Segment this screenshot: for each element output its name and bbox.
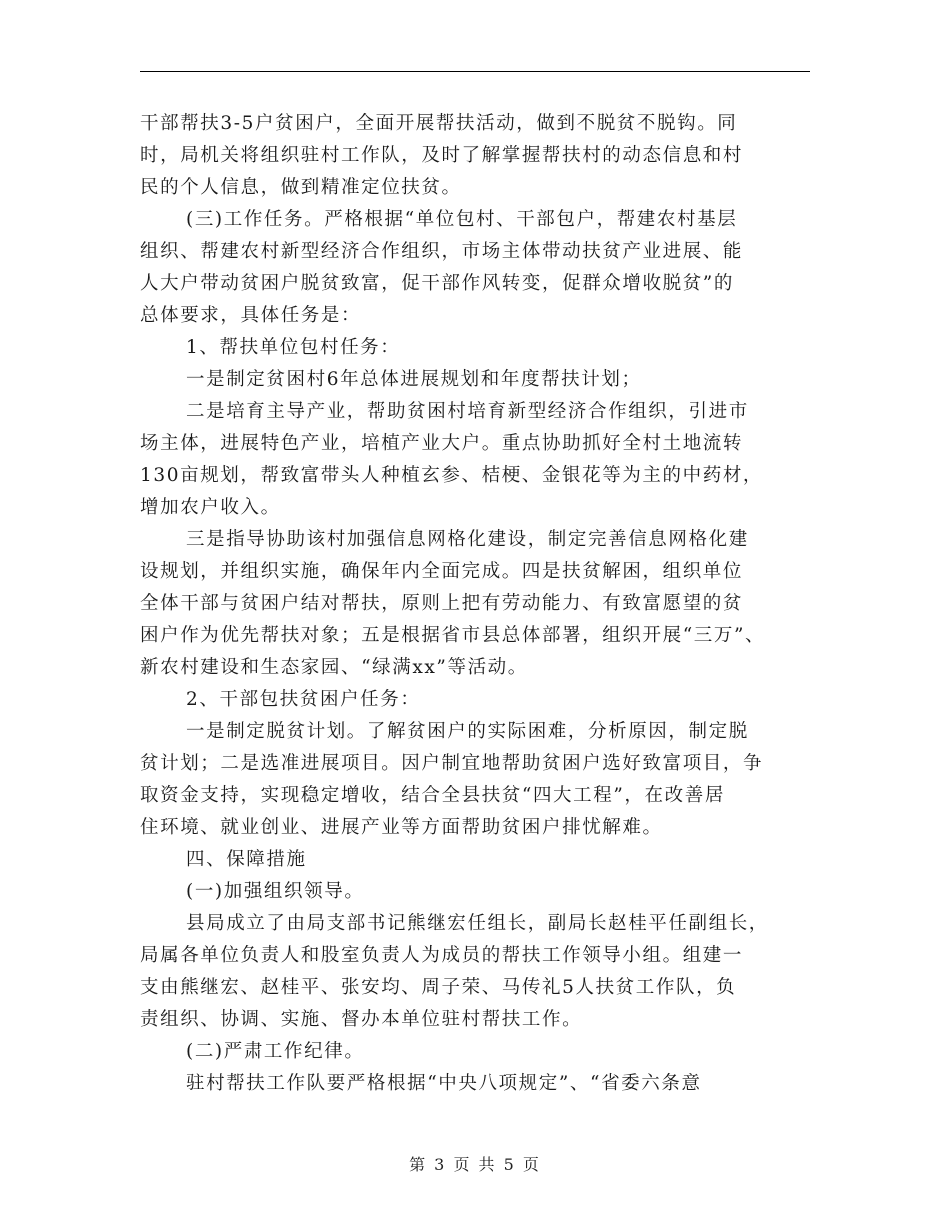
text-line: 130亩规划，帮致富带头人种植玄参、桔梗、金银花等为主的中药材， bbox=[140, 465, 764, 486]
text-line: 贫计划；二是选准进展项目。因户制宜地帮助贫困户选好致富项目，争 bbox=[140, 753, 764, 774]
text-line: 人大户带动贫困户脱贫致富，促干部作风转变，促群众增收脱贫”的 bbox=[140, 273, 734, 294]
text-line: 县局成立了由局支部书记熊继宏任组长，副局长赵桂平任副组长， bbox=[186, 913, 769, 934]
text-line: 二是培育主导产业，帮助贫困村培育新型经济合作组织，引进市 bbox=[186, 401, 749, 422]
text-line: (一)加强组织领导。 bbox=[186, 881, 365, 902]
text-line: (三)工作任务。严格根据“单位包村、干部包户，帮建农村基层 bbox=[186, 209, 738, 230]
text-line: 民的个人信息，做到精准定位扶贫。 bbox=[140, 177, 462, 198]
text-line: 场主体，进展特色产业，培植产业大户。重点协助抓好全村土地流转 bbox=[140, 433, 744, 454]
text-line: 总体要求，具体任务是： bbox=[140, 305, 362, 326]
text-line: 1、帮扶单位包村任务： bbox=[186, 337, 401, 358]
text-line: 新农村建设和生态家园、“绿满xx”等活动。 bbox=[140, 657, 528, 678]
text-line: 增加农户收入。 bbox=[140, 497, 281, 518]
text-line: 取资金支持，实现稳定增收，结合全县扶贫“四大工程”，在改善居 bbox=[140, 785, 725, 806]
text-line: 住环境、就业创业、进展产业等方面帮助贫困户排忧解难。 bbox=[140, 817, 663, 838]
text-line: 支由熊继宏、赵桂平、张安均、周子荣、马传礼5人扶贫工作队，负 bbox=[140, 977, 737, 998]
document-body bbox=[140, 108, 820, 1100]
header-rule bbox=[140, 71, 810, 72]
text-line: 一是制定贫困村6年总体进展规划和年度帮扶计划； bbox=[186, 369, 642, 390]
page-footer: 第 3 页 共 5 页 bbox=[409, 1155, 541, 1174]
text-line: 局属各单位负责人和股室负责人为成员的帮扶工作领导小组。组建一 bbox=[140, 945, 744, 966]
text-line: 组织、帮建农村新型经济合作组织，市场主体带动扶贫产业进展、能 bbox=[140, 241, 744, 262]
text-line: 干部帮扶3-5户贫困户，全面开展帮扶活动，做到不脱贫不脱钩。同 bbox=[140, 113, 738, 134]
text-line: (二)严肃工作纪律。 bbox=[186, 1041, 365, 1062]
text-line: 设规划，并组织实施，确保年内全面完成。四是扶贫解困，组织单位 bbox=[140, 561, 744, 582]
text-line: 2、干部包扶贫困户任务： bbox=[186, 689, 421, 710]
text-line: 困户作为优先帮扶对象；五是根据省市县总体部署，组织开展“三万”、 bbox=[140, 625, 766, 646]
text-line: 时，局机关将组织驻村工作队，及时了解掌握帮扶村的动态信息和村 bbox=[140, 145, 744, 166]
text-line: 责组织、协调、实施、督办本单位驻村帮扶工作。 bbox=[140, 1009, 583, 1030]
text-line: 驻村帮扶工作队要严格根据“中央八项规定”、“省委六条意 bbox=[186, 1073, 702, 1094]
text-line: 全体干部与贫困户结对帮扶，原则上把有劳动能力、有致富愿望的贫 bbox=[140, 593, 744, 614]
text-line: 一是制定脱贫计划。了解贫困户的实际困难，分析原因，制定脱 bbox=[186, 721, 749, 742]
text-line: 三是指导协助该村加强信息网格化建设，制定完善信息网格化建 bbox=[186, 529, 749, 550]
text-line: 四、保障措施 bbox=[186, 849, 307, 870]
